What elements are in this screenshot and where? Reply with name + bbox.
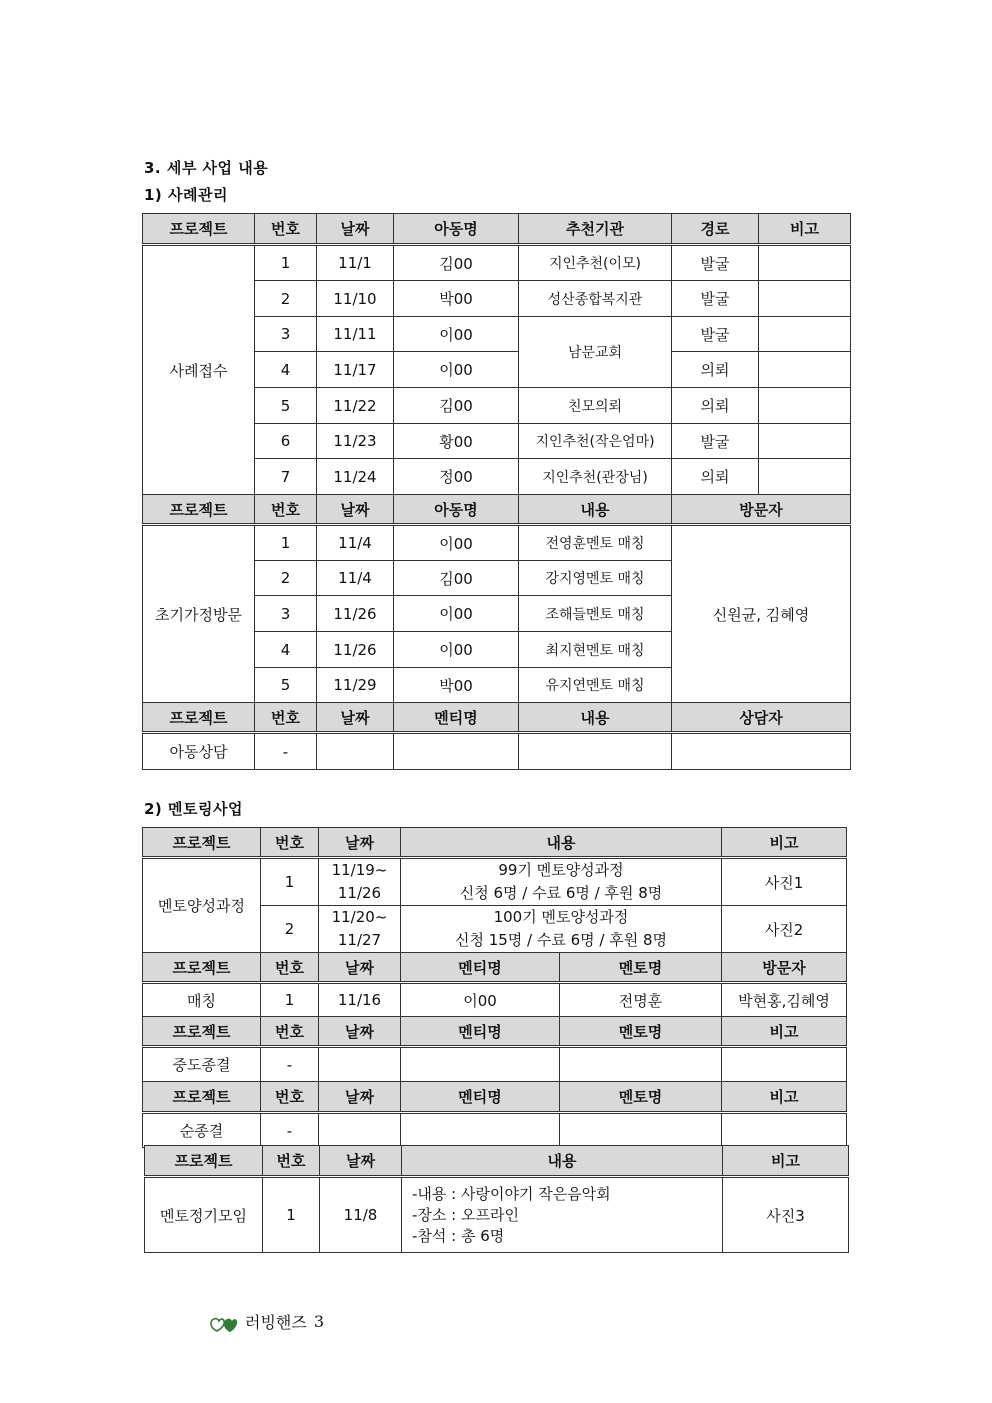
header-cell: 번호 (261, 1082, 319, 1113)
header-cell: 번호 (255, 214, 317, 245)
header-cell: 프로젝트 (143, 214, 255, 245)
table-header-row (143, 1082, 847, 1113)
header-cell: 멘티명 (401, 1017, 560, 1047)
no-cell: - (255, 733, 317, 770)
table-row (143, 1113, 847, 1148)
date-cell: 11/26 (317, 596, 394, 632)
route-cell: 발굴 (672, 245, 759, 281)
header-cell: 내용 (519, 703, 672, 733)
visitor-cell: 신원균, 김혜영 (672, 525, 851, 703)
table-header-row (143, 1017, 847, 1047)
table-row (143, 1047, 847, 1082)
header-cell: 멘티명 (401, 1082, 560, 1113)
table-row (143, 858, 847, 906)
mentor-cell: 전명훈 (560, 983, 722, 1017)
content-cell: 유지연멘토 매칭 (519, 668, 672, 703)
header-cell: 프로젝트 (143, 1082, 261, 1113)
mentor-cell (560, 1047, 722, 1082)
mentee-cell: 이00 (401, 983, 560, 1017)
no-cell: 2 (255, 281, 317, 317)
content-cell: 조해들멘토 매칭 (519, 596, 672, 632)
date-cell: 11/8 (320, 1177, 402, 1253)
loving-hands-logo-icon (208, 1311, 242, 1333)
header-cell: 프로젝트 (143, 703, 255, 733)
table-header-row (143, 828, 847, 858)
mentee-cell (394, 733, 519, 770)
mentor-meeting-table (144, 1145, 849, 1253)
no-cell: 1 (255, 525, 317, 561)
header-cell: 프로젝트 (143, 953, 261, 983)
date-cell: 11/23 (317, 424, 394, 459)
page-footer (208, 1310, 324, 1333)
counselor-cell (672, 733, 851, 770)
table-header-row (143, 214, 851, 245)
header-cell: 경로 (672, 214, 759, 245)
no-cell: 1 (261, 858, 319, 906)
mentee-cell (401, 1047, 560, 1082)
header-cell: 날짜 (317, 703, 394, 733)
no-cell: 1 (263, 1177, 320, 1253)
date-cell: 11/24 (317, 459, 394, 495)
note-cell: 사진1 (722, 858, 847, 906)
header-cell: 아동명 (394, 214, 519, 245)
mentee-cell (401, 1113, 560, 1148)
no-cell: - (261, 1113, 319, 1148)
header-cell: 날짜 (319, 1017, 401, 1047)
content-cell (401, 906, 722, 953)
header-cell: 방문자 (672, 495, 851, 525)
no-cell: 4 (255, 352, 317, 388)
header-cell: 멘토명 (560, 1017, 722, 1047)
table-row (143, 733, 851, 770)
header-cell: 번호 (261, 1017, 319, 1047)
header-cell: 날짜 (317, 495, 394, 525)
date-cell: 11/26 (317, 632, 394, 668)
child-cell: 이00 (394, 596, 519, 632)
date-cell: 11/10 (317, 281, 394, 317)
child-cell: 이00 (394, 317, 519, 352)
header-cell: 프로젝트 (143, 1017, 261, 1047)
child-cell: 이00 (394, 352, 519, 388)
date-start: 11/19~ (331, 861, 388, 879)
table-row (143, 525, 851, 561)
project-cell: 순종결 (143, 1113, 261, 1148)
header-cell: 추천기관 (519, 214, 672, 245)
header-cell: 번호 (255, 703, 317, 733)
table-header-row (145, 1146, 849, 1177)
header-cell: 번호 (261, 953, 319, 983)
header-cell: 프로젝트 (143, 828, 261, 858)
table-row (145, 1177, 849, 1253)
date-cell (319, 1047, 401, 1082)
route-cell: 발굴 (672, 281, 759, 317)
content-line: -내용 : 사랑이야기 작은음악회 (412, 1184, 611, 1203)
project-cell: 사례접수 (143, 245, 255, 495)
org-cell: 친모의뢰 (519, 388, 672, 424)
child-cell: 박00 (394, 281, 519, 317)
note-cell: 사진2 (722, 906, 847, 953)
no-cell: 1 (261, 983, 319, 1017)
org-cell: 남문교회 (519, 317, 672, 388)
header-cell: 비고 (723, 1146, 849, 1177)
note-cell (759, 388, 851, 424)
header-cell: 비고 (722, 1082, 847, 1113)
note-cell (722, 1113, 847, 1148)
content-line: -참석 : 총 6명 (412, 1226, 505, 1245)
header-cell: 내용 (401, 828, 722, 858)
date-cell: 11/29 (317, 668, 394, 703)
header-cell: 번호 (255, 495, 317, 525)
subsection-title-mentoring: 2) 멘토링사업 (144, 800, 243, 818)
mentor-cell (560, 1113, 722, 1148)
date-start: 11/20~ (331, 908, 388, 926)
project-cell: 초기가정방문 (143, 525, 255, 703)
mentoring-table (142, 827, 847, 1148)
org-cell: 지인추천(이모) (519, 245, 672, 281)
header-cell: 날짜 (317, 214, 394, 245)
route-cell: 발굴 (672, 317, 759, 352)
project-cell: 중도종결 (143, 1047, 261, 1082)
subsection-title-case-management: 1) 사례관리 (144, 186, 228, 204)
no-cell: 4 (255, 632, 317, 668)
child-cell: 김00 (394, 388, 519, 424)
project-cell: 매칭 (143, 983, 261, 1017)
header-cell: 프로젝트 (143, 495, 255, 525)
header-cell: 날짜 (319, 953, 401, 983)
note-cell (759, 424, 851, 459)
case-management-table (142, 213, 851, 770)
note-cell (759, 245, 851, 281)
date-cell: 11/4 (317, 561, 394, 596)
header-cell: 날짜 (320, 1146, 402, 1177)
section-title: 3. 세부 사업 내용 (144, 159, 269, 177)
content-cell (519, 733, 672, 770)
date-cell: 11/16 (319, 983, 401, 1017)
no-cell: 3 (255, 317, 317, 352)
no-cell: 6 (255, 424, 317, 459)
child-cell: 이00 (394, 525, 519, 561)
route-cell: 의뢰 (672, 352, 759, 388)
org-cell: 지인추천(관장님) (519, 459, 672, 495)
no-cell: 1 (255, 245, 317, 281)
date-cell (317, 733, 394, 770)
no-cell: 7 (255, 459, 317, 495)
course-stats: 신청 15명 / 수료 6명 / 후원 8명 (454, 931, 668, 949)
header-cell: 비고 (722, 1017, 847, 1047)
header-cell: 비고 (759, 214, 851, 245)
header-cell: 멘토명 (560, 1082, 722, 1113)
child-cell: 이00 (394, 632, 519, 668)
note-cell (759, 317, 851, 352)
content-cell: 강지영멘토 매칭 (519, 561, 672, 596)
header-cell: 아동명 (394, 495, 519, 525)
route-cell: 발굴 (672, 424, 759, 459)
table-header-row (143, 495, 851, 525)
date-cell: 11/22 (317, 388, 394, 424)
note-cell (759, 352, 851, 388)
header-cell: 멘티명 (394, 703, 519, 733)
header-cell: 날짜 (319, 1082, 401, 1113)
visitor-cell: 박현홍,김혜영 (722, 983, 847, 1017)
header-cell: 멘티명 (401, 953, 560, 983)
header-cell: 방문자 (722, 953, 847, 983)
route-cell: 의뢰 (672, 459, 759, 495)
course-stats: 신청 6명 / 수료 6명 / 후원 8명 (459, 884, 663, 902)
header-cell: 내용 (402, 1146, 723, 1177)
content-cell: 최지현멘토 매칭 (519, 632, 672, 668)
note-cell (722, 1047, 847, 1082)
project-cell: 멘토정기모임 (145, 1177, 263, 1253)
org-cell: 성산종합복지관 (519, 281, 672, 317)
header-cell: 내용 (519, 495, 672, 525)
table-header-row (143, 953, 847, 983)
date-cell (319, 858, 401, 906)
no-cell: 3 (255, 596, 317, 632)
header-cell: 멘토명 (560, 953, 722, 983)
org-cell: 지인추천(작은엄마) (519, 424, 672, 459)
date-cell: 11/17 (317, 352, 394, 388)
date-cell: 11/1 (317, 245, 394, 281)
child-cell: 황00 (394, 424, 519, 459)
table-header-row (143, 703, 851, 733)
child-cell: 김00 (394, 245, 519, 281)
no-cell: 5 (255, 668, 317, 703)
no-cell: - (261, 1047, 319, 1082)
header-cell: 날짜 (319, 828, 401, 858)
no-cell: 5 (255, 388, 317, 424)
header-cell: 상담자 (672, 703, 851, 733)
date-cell (319, 1113, 401, 1148)
note-cell: 사진3 (723, 1177, 849, 1253)
project-cell: 멘토양성과정 (143, 858, 261, 953)
page-number: 3 (313, 1312, 325, 1331)
table-row (143, 245, 851, 281)
date-end: 11/27 (337, 931, 382, 949)
note-cell (759, 281, 851, 317)
content-cell: 전영훈멘토 매칭 (519, 525, 672, 561)
note-cell (759, 459, 851, 495)
content-cell (402, 1177, 723, 1253)
footer-brand: 러빙핸즈 (245, 1313, 307, 1332)
course-name: 99기 멘토양성과정 (498, 861, 624, 879)
header-cell: 비고 (722, 828, 847, 858)
content-line: -장소 : 오프라인 (412, 1205, 519, 1224)
content-cell (401, 858, 722, 906)
header-cell: 프로젝트 (145, 1146, 263, 1177)
date-end: 11/26 (337, 884, 382, 902)
table-row (143, 983, 847, 1017)
route-cell: 의뢰 (672, 388, 759, 424)
date-cell: 11/11 (317, 317, 394, 352)
child-cell: 정00 (394, 459, 519, 495)
date-cell: 11/4 (317, 525, 394, 561)
date-cell (319, 906, 401, 953)
no-cell: 2 (255, 561, 317, 596)
header-cell: 번호 (261, 828, 319, 858)
no-cell: 2 (261, 906, 319, 953)
course-name: 100기 멘토양성과정 (493, 908, 629, 926)
header-cell: 번호 (263, 1146, 320, 1177)
project-cell: 아동상담 (143, 733, 255, 770)
child-cell: 박00 (394, 668, 519, 703)
child-cell: 김00 (394, 561, 519, 596)
